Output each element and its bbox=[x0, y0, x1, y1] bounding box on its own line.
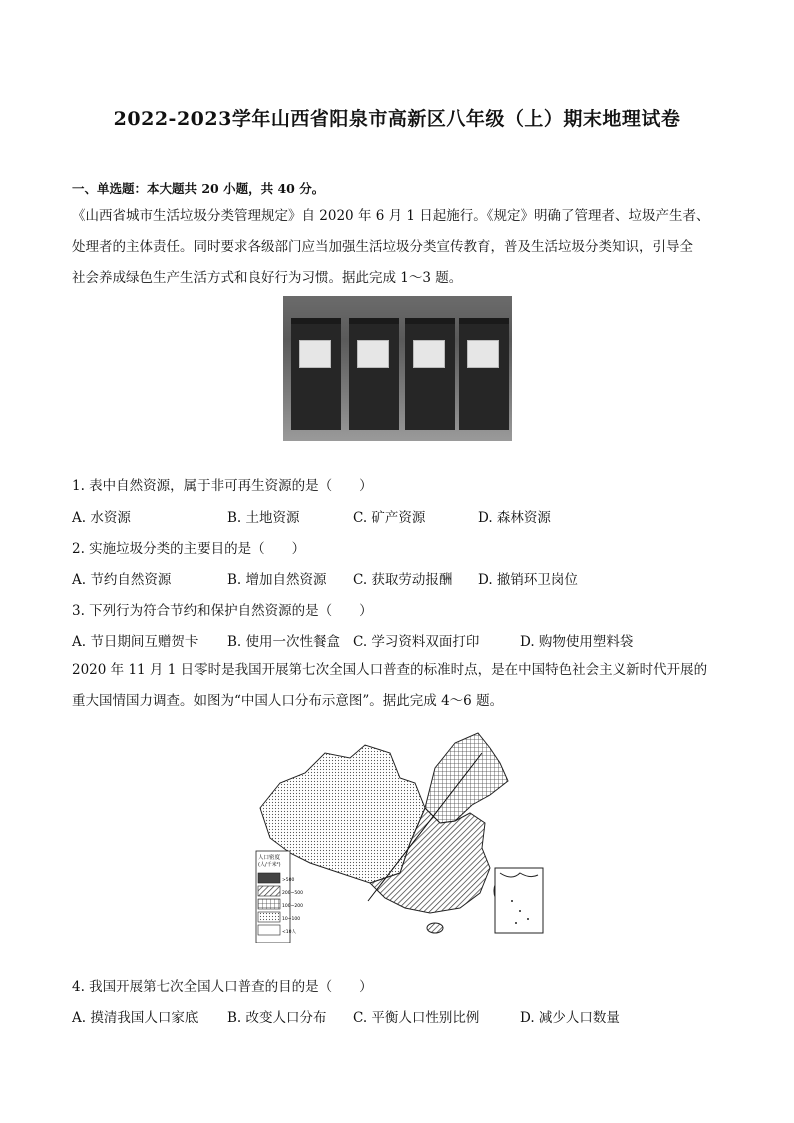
option-d[interactable]: D. 撤销环卫岗位 bbox=[478, 572, 578, 588]
option-d[interactable]: D. 购物使用塑料袋 bbox=[520, 634, 634, 650]
hainan-island bbox=[427, 923, 443, 933]
option-c[interactable]: C. 矿产资源 bbox=[353, 510, 426, 526]
legend-item: <10人 bbox=[282, 930, 296, 935]
garbage-bin bbox=[459, 318, 509, 430]
option-b[interactable]: B. 土地资源 bbox=[227, 510, 300, 526]
question-2-stem: 2. 实施垃圾分类的主要目的是（ ） bbox=[72, 541, 306, 557]
garbage-bin bbox=[291, 318, 341, 430]
question-3-options bbox=[72, 630, 722, 650]
option-b[interactable]: B. 增加自然资源 bbox=[227, 572, 327, 588]
south-sea-inset bbox=[495, 868, 543, 933]
region-northeast bbox=[425, 733, 508, 823]
map-legend bbox=[256, 851, 303, 943]
bin-sign bbox=[357, 340, 389, 368]
passage-line: 重大国情国力调查。如图为“中国人口分布示意图”。据此完成 4～6 题。 bbox=[72, 693, 504, 709]
question-2-options bbox=[72, 568, 722, 588]
passage-garbage-sorting bbox=[72, 201, 722, 294]
bin-sign bbox=[299, 340, 331, 368]
option-b[interactable]: B. 改变人口分布 bbox=[227, 1010, 327, 1026]
option-c[interactable]: C. 平衡人口性别比例 bbox=[353, 1010, 480, 1026]
question-4-stem: 4. 我国开展第七次全国人口普查的目的是（ ） bbox=[72, 979, 373, 995]
page-title: 2022-2023学年山西省阳泉市高新区八年级（上）期末地理试卷 bbox=[113, 108, 681, 130]
question-4-options bbox=[72, 1006, 722, 1026]
option-d[interactable]: D. 减少人口数量 bbox=[520, 1010, 620, 1026]
option-b[interactable]: B. 使用一次性餐盒 bbox=[227, 634, 341, 650]
option-a[interactable]: A. 节日期间互赠贺卡 bbox=[72, 634, 199, 650]
option-c[interactable]: C. 获取劳动报酬 bbox=[353, 572, 453, 588]
legend-item: 200~500 bbox=[282, 891, 303, 896]
legend-item: 10~100 bbox=[282, 917, 301, 922]
legend-title: 人口密度 bbox=[258, 855, 281, 861]
passage-line: 2020 年 11 月 1 日零时是我国开展第七次全国人口普查的标准时点，是在中国特色社会主义新时代开展的 bbox=[72, 662, 708, 678]
question-3-stem: 3. 下列行为符合节约和保护自然资源的是（ ） bbox=[72, 603, 373, 619]
bin-sign bbox=[467, 340, 499, 368]
option-a[interactable]: A. 摸清我国人口家底 bbox=[72, 1010, 199, 1026]
section-heading: 一、单选题：本大题共 20 小题，共 40 分。 bbox=[72, 181, 325, 196]
passage-line: 社会养成绿色生产生活方式和良好行为习惯。据此完成 1～3 题。 bbox=[72, 270, 463, 286]
bin-sign bbox=[413, 340, 445, 368]
passage-population-census bbox=[72, 655, 722, 717]
legend-unit: (人/千米²) bbox=[258, 862, 281, 868]
legend-item: 100~200 bbox=[282, 904, 303, 909]
passage-line: 处理者的主体责任。同时要求各级部门应当加强生活垃圾分类宣传教育，普及生活垃圾分类知识，引导全 bbox=[72, 239, 693, 255]
option-d[interactable]: D. 森林资源 bbox=[478, 510, 551, 526]
legend-item: >500 bbox=[282, 878, 295, 883]
question-1-stem: 1. 表中自然资源，属于非可再生资源的是（ ） bbox=[72, 478, 373, 494]
option-c[interactable]: C. 学习资料双面打印 bbox=[353, 634, 480, 650]
option-a[interactable]: A. 水资源 bbox=[72, 510, 131, 526]
garbage-bins-photo bbox=[283, 296, 512, 441]
garbage-bin bbox=[349, 318, 399, 430]
passage-line: 《山西省城市生活垃圾分类管理规定》自 2020 年 6 月 1 日起施行。《规定》明确了管理者、垃圾产生者、 bbox=[72, 208, 710, 224]
garbage-bin bbox=[405, 318, 455, 430]
option-a[interactable]: A. 节约自然资源 bbox=[72, 572, 172, 588]
china-population-map bbox=[250, 723, 550, 943]
question-1-options bbox=[72, 506, 722, 526]
